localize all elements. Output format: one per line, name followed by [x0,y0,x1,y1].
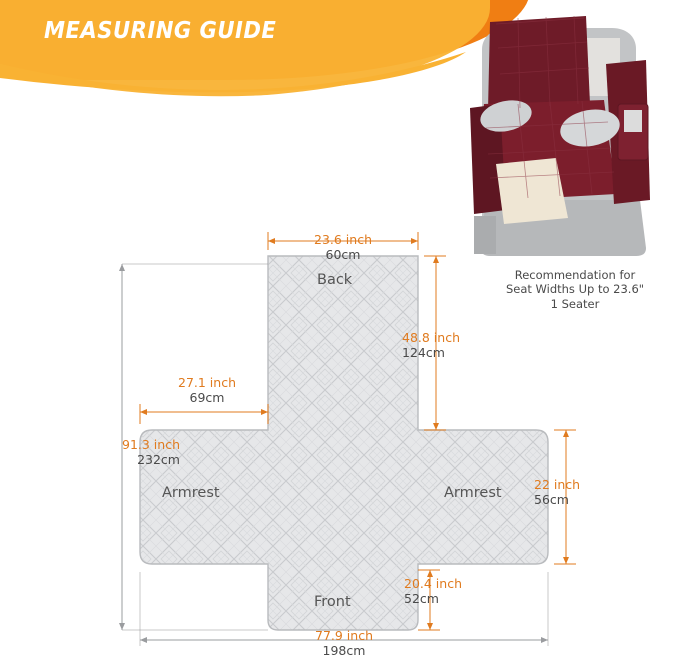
dimension-armrest-depth-inch: 22 inch [534,477,581,492]
part-label-armrest-right: Armrest [444,485,502,501]
dimension-armrest-depth-cm: 56cm [534,492,569,507]
part-label-armrest-left: Armrest [162,485,220,501]
dimension-shoulder-width-cm: 69cm [189,390,225,405]
dimension-armrest-depth [534,477,624,507]
dimension-front-height-cm: 52cm [404,591,439,606]
dimension-front-height-inch: 20.4 inch [404,576,462,591]
part-label-front: Front [314,594,351,610]
dimension-front-height [404,576,508,606]
dimension-back-height-inch: 48.8 inch [402,330,460,345]
dimension-total-width [284,628,404,658]
page-title: MEASURING GUIDE [44,18,277,44]
dimension-shoulder-width [152,375,262,405]
dimension-back-height [402,330,512,360]
dimension-shoulder-width-inch: 27.1 inch [178,375,236,390]
recommendation-line-3: 1 Seater [550,296,600,311]
dimension-total-height-cm: 232cm [137,452,180,467]
dimension-total-height-inch: 91.3 inch [122,437,180,452]
part-label-back: Back [317,272,353,288]
dimension-total-height [72,437,180,467]
dimension-total-width-cm: 198cm [322,643,366,658]
recommendation-line-2: Seat Widths Up to 23.6" [505,282,645,297]
dimension-back-width-inch: 23.6 inch [314,232,372,247]
dimension-back-width [283,232,403,262]
dimension-total-width-inch: 77.9 inch [315,628,373,643]
recommendation-line-1: Recommendation for [514,268,636,282]
dimension-back-height-cm: 124cm [402,345,445,360]
dimension-back-width-cm: 60cm [325,247,361,262]
cover-outline [140,256,548,630]
